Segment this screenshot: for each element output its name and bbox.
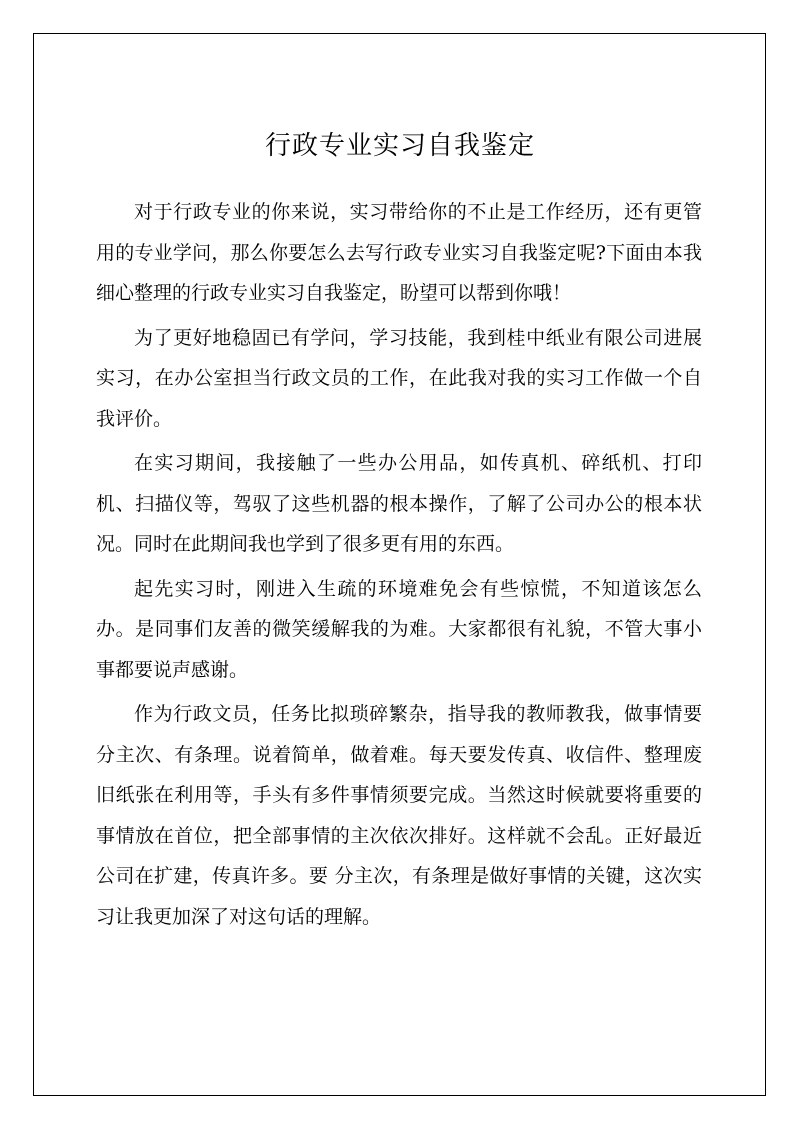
document-body	[96, 192, 702, 937]
paragraph-intro: 对于行政专业的你来说，实习带给你的不止是工作经历，还有更管用的专业学问，那么你要怎么去写行政专业实习自我鉴定呢?下面由本我细心整理的行政专业实习自我鉴定，盼望可以帮到你哦！	[96, 201, 702, 304]
paragraph-clerk-duties: 作为行政文员，任务比拟琐碎繁杂，指导我的教师教我，做事情要分主次、有条理。说着简单，做着难。每天要发传真、收信件、整理废旧纸张在利用等，手头有多件事情须要完成。当然这时候就要将重要的事情放在首位，把全部事情的主次依次排好。这样就不会乱。正好最近公司在扩建，传真许多。要 分主次，有条理是做好事情的关键，这次实习让我更加深了对这句话的理解。	[96, 703, 702, 928]
paragraph-first-days: 起先实习时，刚进入生疏的环境难免会有些惊慌，不知道该怎么办。是同事们友善的微笑缓解我的为难。大家都很有礼貌，不管大事小事都要说声感谢。	[96, 577, 702, 681]
paragraph-internship-purpose: 为了更好地稳固已有学问，学习技能，我到桂中纸业有限公司进展实习，在办公室担当行政文员的工作，在此我对我的实习工作做一个自我评价。	[96, 326, 702, 430]
paragraph-office-equipment: 在实习期间，我接触了一些办公用品，如传真机、碎纸机、打印机、扫描仪等，驾驭了这些机器的根本操作，了解了公司办公的根本状况。同时在此期间我也学到了很多更有用的东西。	[96, 452, 702, 555]
document-title: 行政专业实习自我鉴定	[264, 131, 535, 161]
